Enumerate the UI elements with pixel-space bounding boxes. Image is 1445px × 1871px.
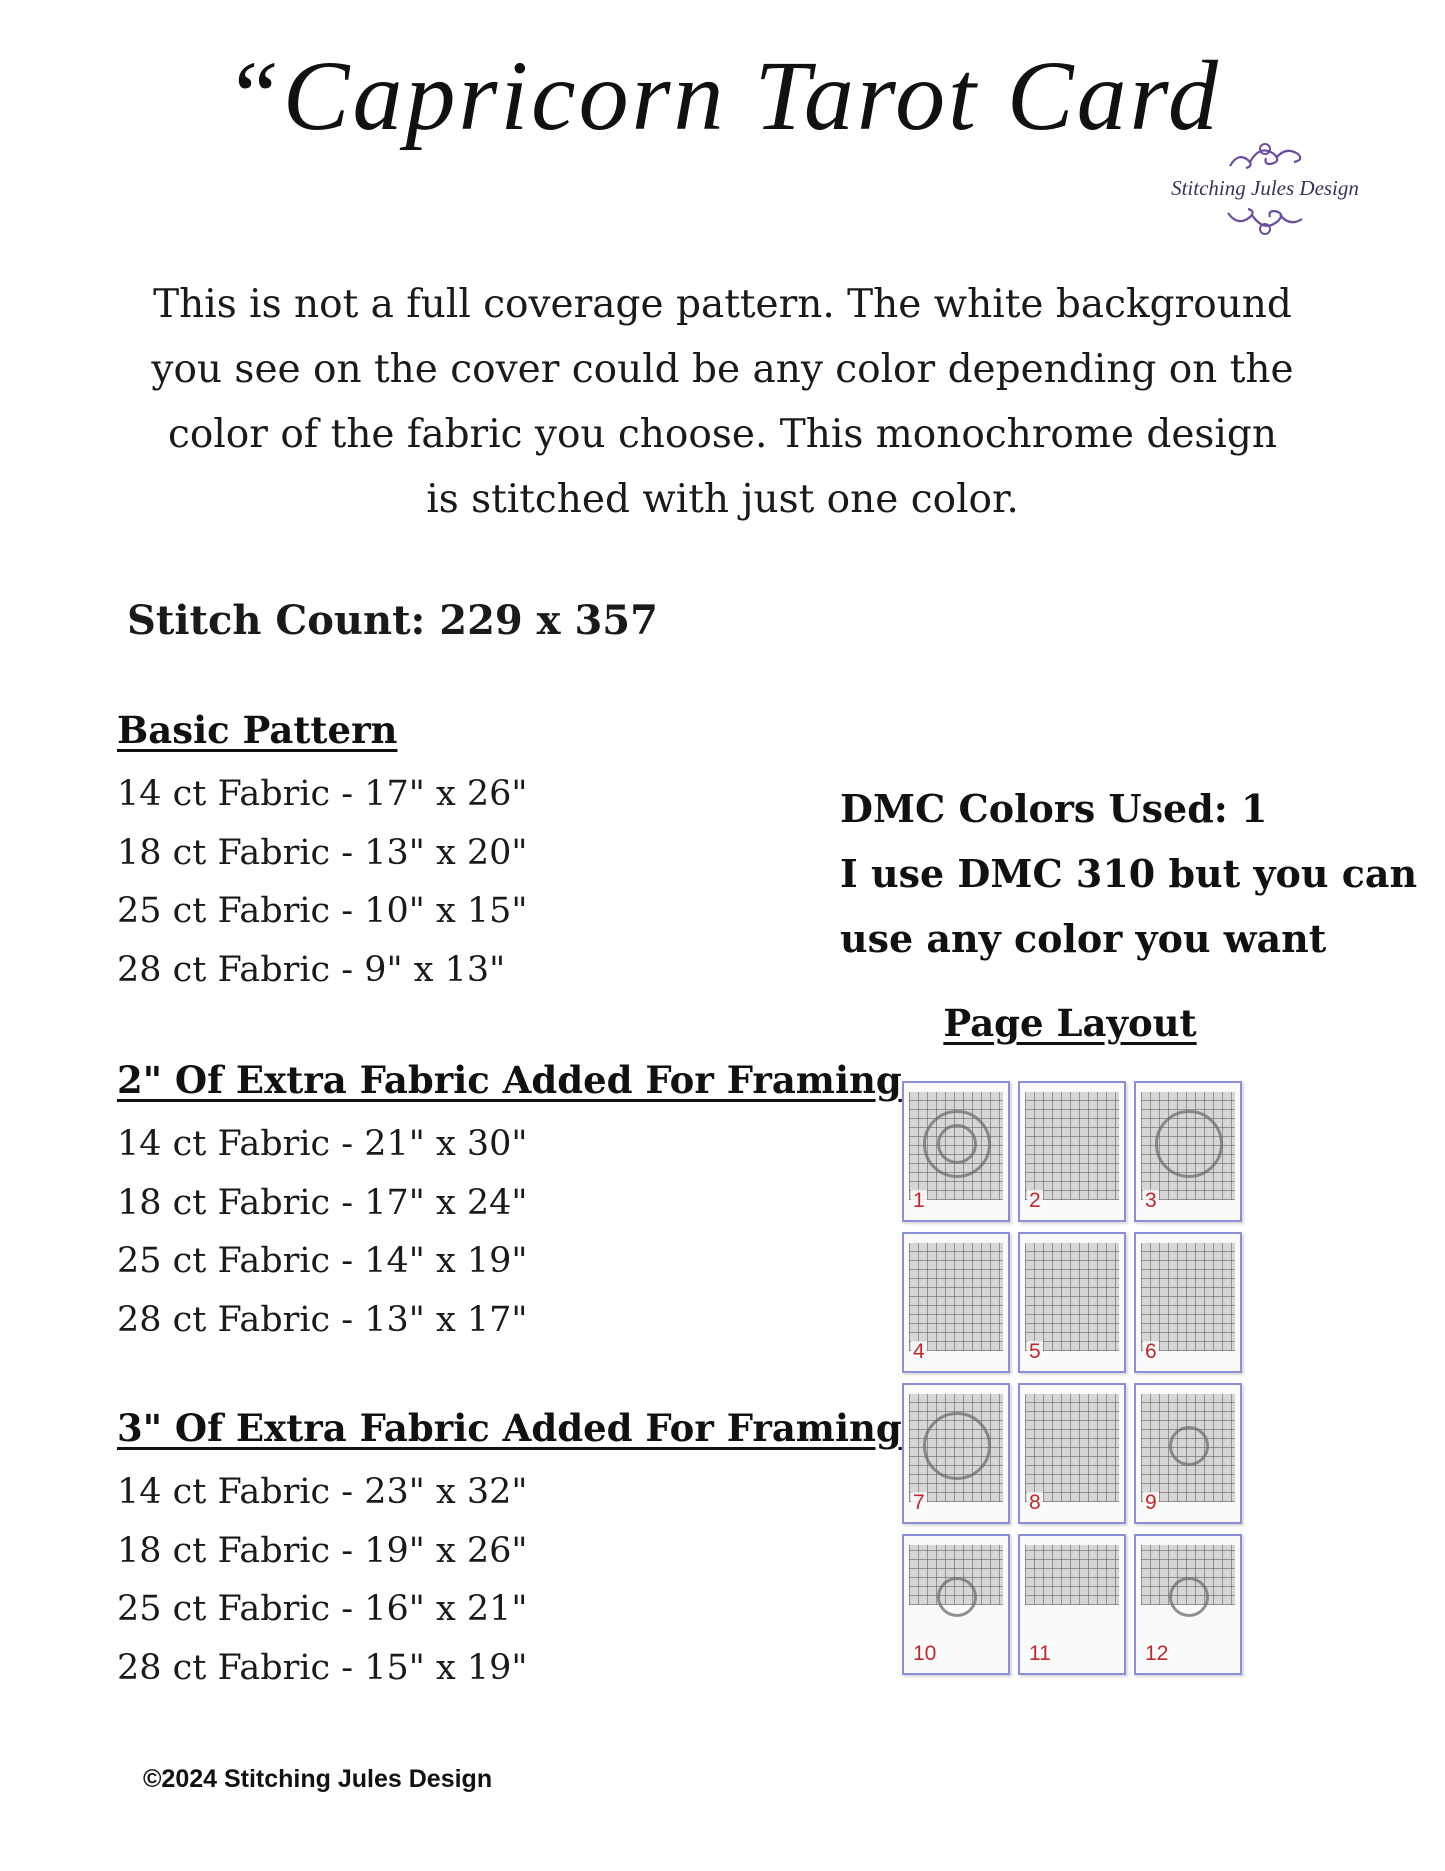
brand-logo [1160,140,1370,250]
page-thumbnail [1018,1383,1126,1524]
page-number: 3 [1145,1189,1157,1212]
dmc-note-line: use any color you want [840,916,1327,961]
fabric-size-row: 18 ct Fabric - 19" x 26" [117,1530,528,1571]
page-number: 5 [1029,1340,1041,1363]
page-number: 12 [1145,1642,1169,1665]
fabric-size-row: 18 ct Fabric - 13" x 20" [117,832,528,873]
section-heading: Basic Pattern [117,708,398,752]
page-number: 8 [1029,1491,1041,1514]
section-heading: 2" Of Extra Fabric Added For Framing [117,1058,902,1102]
fabric-size-row: 14 ct Fabric - 23" x 32" [117,1472,528,1512]
page-number: 7 [913,1491,925,1514]
intro-paragraph: This is not a full coverage pattern. The white background you see on the cover could be any color depending on the color of the fabric you choose. This monochrome design is stitched with just one color. [151,282,1294,522]
chart-preview [1141,1092,1235,1200]
fabric-size-row: 18 ct Fabric - 17" x 24" [117,1182,528,1223]
fabric-size-row: 28 ct Fabric - 15" x 19" [117,1647,528,1688]
chart-preview [1141,1243,1235,1351]
fabric-size-row: 14 ct Fabric - 17" x 26" [117,774,528,814]
flourish-top-icon [1220,140,1310,174]
page-number: 2 [1029,1189,1041,1212]
chart-preview [1141,1545,1235,1605]
copyright-footer: ©2024 Stitching Jules Design [143,1765,493,1793]
fabric-size-row: 28 ct Fabric - 13" x 17" [117,1299,528,1340]
page-thumbnail [902,1383,1010,1524]
page-layout-title: Page Layout [943,1001,1197,1045]
page-thumbnail [1018,1534,1126,1675]
page-number: 9 [1145,1491,1157,1514]
page-thumbnail [902,1232,1010,1373]
extra-2in-section [117,1055,902,1349]
page-thumbnail [1018,1232,1126,1373]
basic-pattern-section [117,705,528,999]
chart-preview [1025,1394,1119,1502]
fabric-size-row: 25 ct Fabric - 10" x 15" [117,891,528,931]
page-number: 6 [1145,1340,1157,1363]
page-title: “Capricorn Tarot Card [224,40,1221,151]
flourish-bottom-icon [1220,203,1310,237]
dmc-note-line: I use DMC 310 but you can [840,851,1418,896]
dmc-colors-used: DMC Colors Used: 1 [840,786,1268,831]
page-thumbnail [1134,1232,1242,1373]
page-thumbnail [902,1534,1010,1675]
chart-preview [1025,1243,1119,1351]
page-thumbnail [1134,1383,1242,1524]
stitch-count: Stitch Count: 229 x 357 [127,597,658,644]
section-heading: 3" Of Extra Fabric Added For Framing [117,1406,902,1450]
chart-preview [1025,1545,1119,1605]
page-number: 4 [913,1340,925,1363]
fabric-size-row: 14 ct Fabric - 21" x 30" [117,1124,528,1164]
page-thumbnail [1018,1081,1126,1222]
chart-preview [1141,1394,1235,1502]
chart-preview [909,1243,1003,1351]
page-thumbnail [902,1081,1010,1222]
chart-preview [909,1394,1003,1502]
dmc-colors-block [840,776,1417,971]
page-number: 11 [1029,1642,1051,1665]
logo-text: Stitching Jules Design [1171,176,1359,200]
page-number: 10 [913,1642,937,1665]
fabric-size-row: 25 ct Fabric - 14" x 19" [117,1241,528,1281]
fabric-size-row: 28 ct Fabric - 9" x 13" [117,949,506,990]
chart-preview [1025,1092,1119,1200]
page-thumbnail [1134,1534,1242,1675]
extra-3in-section [117,1403,902,1697]
chart-preview [909,1092,1003,1200]
page-thumbnail [1134,1081,1242,1222]
chart-preview [909,1545,1003,1605]
page-number: 1 [913,1189,925,1212]
fabric-size-row: 25 ct Fabric - 16" x 21" [117,1589,528,1629]
page-layout-grid [902,1081,1244,1673]
